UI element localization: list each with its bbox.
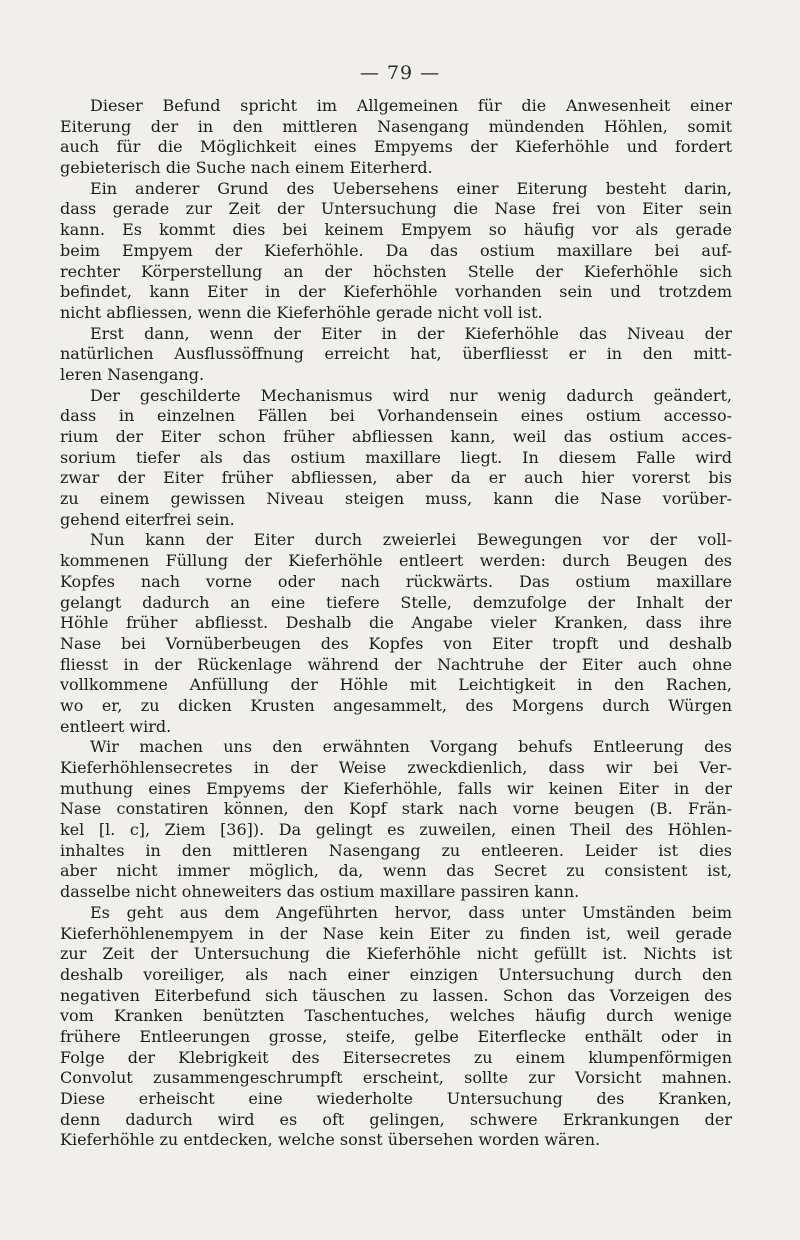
text-line: frühere Entleerungen grosse, steife, gelbe Eiterflecke enthält oder in <box>60 1026 732 1046</box>
text-line: Ein anderer Grund des Uebersehens einer Eiterung besteht darin, <box>90 178 732 198</box>
text-line: Kieferhöhlenempyem in der Nase kein Eiter zu finden ist, weil gerade <box>60 923 732 943</box>
text-line: leren Nasengang. <box>60 364 205 384</box>
text-line: natürlichen Ausflussöffnung erreicht hat, überfliesst er in den mitt- <box>60 344 732 364</box>
text-line: deshalb voreiliger, als nach einer einzigen Untersuchung durch den <box>60 964 732 984</box>
text-line: Höhle früher abfliesst. Deshalb die Angabe vieler Kranken, dass ihre <box>60 613 732 633</box>
text-line: Folge der Klebrigkeit des Eitersecretes zu einem klumpenförmigen <box>60 1047 732 1067</box>
text-line: dass gerade zur Zeit der Untersuchung die Nase frei von Eiter sein <box>60 199 732 219</box>
text-line: Es geht aus dem Angeführten hervor, dass unter Umständen beim <box>90 902 732 922</box>
text-line: aber nicht immer möglich, da, wenn das Secret zu consistent ist, <box>60 861 732 881</box>
text-line: vom Kranken benützten Taschentuches, welches häufig durch wenige <box>60 1006 732 1026</box>
text-line: Erst dann, wenn der Eiter in der Kieferhöhle das Niveau der <box>90 323 732 343</box>
text-line: kann. Es kommt dies bei keinem Empyem so häufig vor als gerade <box>60 220 732 240</box>
text-line: gebieterisch die Suche nach einem Eiterherd. <box>60 158 433 178</box>
text-line: zur Zeit der Untersuchung die Kieferhöhle nicht gefüllt ist. Nichts ist <box>60 944 732 964</box>
page-number: — 79 — <box>359 62 441 84</box>
body-text <box>60 96 732 1151</box>
text-line: rechter Körperstellung an der höchsten Stelle der Kieferhöhle sich <box>60 261 732 281</box>
text-line: sorium tiefer als das ostium maxillare liegt. In diesem Falle wird <box>60 447 732 467</box>
text-line: rium der Eiter schon früher abfliessen kann, weil das ostium acces- <box>60 427 732 446</box>
text-line: entleert wird. <box>60 716 172 736</box>
text-line: dass in einzelnen Fällen bei Vorhandensein eines ostium accesso- <box>60 406 732 426</box>
text-line: fliesst in der Rückenlage während der Nachtruhe der Eiter auch ohne <box>60 654 732 674</box>
text-line: befindet, kann Eiter in der Kieferhöhle vorhanden sein und trotzdem <box>60 282 732 302</box>
text-line: Kieferhöhlensecretes in der Weise zweckdienlich, dass wir bei Ver- <box>60 758 732 777</box>
text-line: Der geschilderte Mechanismus wird nur wenig dadurch geändert, <box>90 385 732 405</box>
text-line: muthung eines Empyems der Kieferhöhle, falls wir keinen Eiter in der <box>60 778 732 798</box>
text-line: Kieferhöhle zu entdecken, welche sonst übersehen worden wären. <box>60 1130 601 1150</box>
text-line: denn dadurch wird es oft gelingen, schwere Erkrankungen der <box>60 1109 732 1129</box>
text-line: zwar der Eiter früher abfliessen, aber da er auch hier vorerst bis <box>60 468 732 488</box>
text-line: Eiterung der in den mittleren Nasengang mündenden Höhlen, somit <box>60 116 732 136</box>
text-line: Nun kann der Eiter durch zweierlei Bewegungen vor der voll- <box>90 530 732 550</box>
text-line: Dieser Befund spricht im Allgemeinen für die Anwesenheit einer <box>90 96 732 115</box>
text-line: negativen Eiterbefund sich täuschen zu lassen. Schon das Vorzeigen des <box>60 985 732 1005</box>
text-line: nicht abfliessen, wenn die Kieferhöhle gerade nicht voll ist. <box>60 302 543 322</box>
text-line: gelangt dadurch an eine tiefere Stelle, demzufolge der Inhalt der <box>60 592 732 612</box>
text-line: Convolut zusammengeschrumpft erscheint, sollte zur Vorsicht mahnen. <box>60 1068 732 1088</box>
text-line: wo er, zu dicken Krusten angesammelt, des Morgens durch Würgen <box>60 695 732 715</box>
text-line: Wir machen uns den erwähnten Vorgang behufs Entleerung des <box>90 737 732 757</box>
text-line: kel [l. c], Ziem [36]). Da gelingt es zuweilen, einen Theil des Höhlen- <box>60 820 732 840</box>
text-line: kommenen Füllung der Kieferhöhle entleert werden: durch Beugen des <box>60 551 732 571</box>
text-line: zu einem gewissen Niveau steigen muss, kann die Nase vorüber- <box>60 489 732 509</box>
text-line: Kopfes nach vorne oder nach rückwärts. Das ostium maxillare <box>60 571 732 591</box>
text-line: inhaltes in den mittleren Nasengang zu entleeren. Leider ist dies <box>60 840 732 860</box>
text-line: beim Empyem der Kieferhöhle. Da das ostium maxillare bei auf- <box>60 240 732 260</box>
text-line: gehend eiterfrei sein. <box>60 509 235 529</box>
text-line: Nase constatiren können, den Kopf stark nach vorne beugen (B. Frän- <box>60 799 732 819</box>
text-line: Nase bei Vornüberbeugen des Kopfes von Eiter tropft und deshalb <box>60 633 732 653</box>
text-line: dasselbe nicht ohneweiters das ostium maxillare passiren kann. <box>60 882 580 902</box>
text-line: auch für die Möglichkeit eines Empyems der Kieferhöhle und fordert <box>60 137 732 157</box>
text-line: Diese erheischt eine wiederholte Untersuchung des Kranken, <box>60 1089 732 1108</box>
text-line: vollkommene Anfüllung der Höhle mit Leichtigkeit in den Rachen, <box>60 675 732 695</box>
